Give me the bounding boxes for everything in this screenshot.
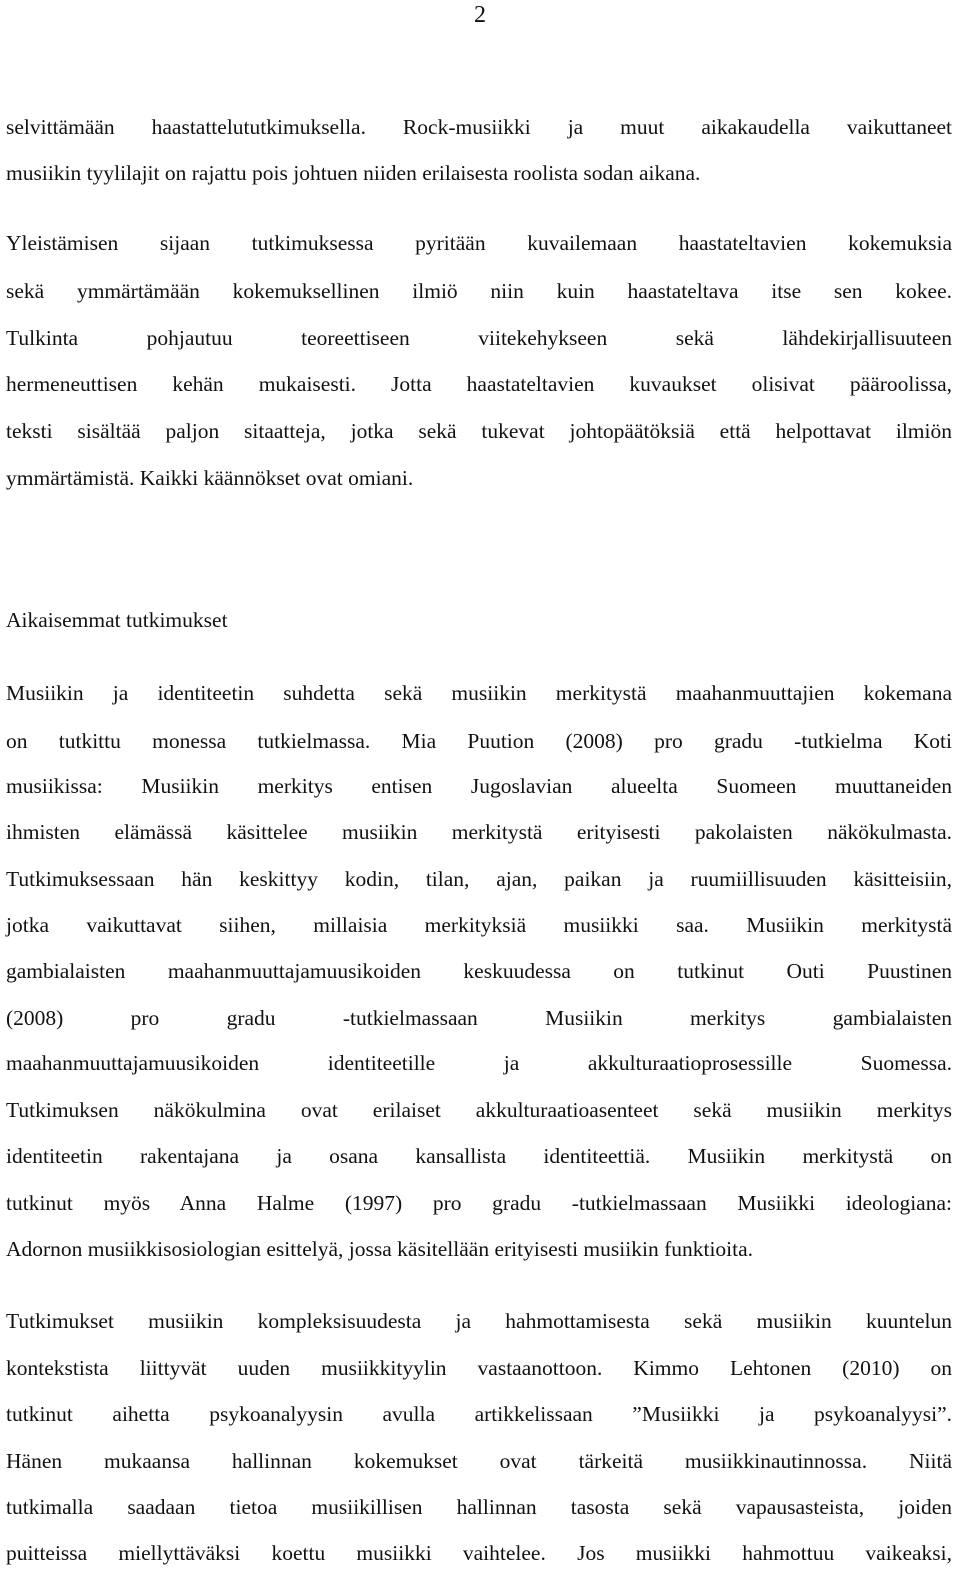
text-line: gambialaisten maahanmuuttajamuusikoiden keskuudessa on tutkinut Outi Puustinen bbox=[6, 959, 952, 983]
text-line: identiteetin rakentajana ja osana kansallista identiteettiä. Musiikin merkitystä on bbox=[6, 1144, 952, 1168]
text-line: musiikin tyylilajit on rajattu pois johtuen niiden erilaisesta roolista sodan aikana. bbox=[6, 161, 701, 185]
text-line: tutkinut aihetta psykoanalyysin avulla artikkelissaan ”Musiikki ja psykoanalyysi”. bbox=[6, 1402, 952, 1426]
text-line: Tutkimuksen näkökulmina ovat erilaiset akkulturaatioasenteet sekä musiikin merkitys bbox=[6, 1098, 952, 1122]
text-line: hermeneuttisen kehän mukaisesti. Jotta haastateltavien kuvaukset olisivat pääroolissa, bbox=[6, 372, 952, 396]
text-line: teksti sisältää paljon sitaatteja, jotka sekä tukevat johtopäätöksiä että helpottavat ilmiön bbox=[6, 419, 952, 443]
text-line: tutkinut myös Anna Halme (1997) pro gradu -tutkielmassaan Musiikki ideologiana: bbox=[6, 1191, 952, 1215]
text-line: tutkimalla saadaan tietoa musiikillisen hallinnan tasosta sekä vapausasteista, joiden bbox=[6, 1495, 952, 1519]
section-heading: Aikaisemmat tutkimukset bbox=[6, 608, 228, 632]
text-line: sekä ymmärtämään kokemuksellinen ilmiö niin kuin haastateltava itse sen kokee. bbox=[6, 279, 952, 303]
text-line: Tutkimukset musiikin kompleksisuudesta ja hahmottamisesta sekä musiikin kuuntelun bbox=[6, 1309, 952, 1333]
text-line: puitteissa miellyttäväksi koettu musiikki vaihtelee. Jos musiikki hahmottuu vaikeaksi, bbox=[6, 1541, 952, 1565]
text-line: Adornon musiikkisosiologian esittelyä, jossa käsitellään erityisesti musiikin funktioita. bbox=[6, 1237, 754, 1261]
text-line: Musiikin ja identiteetin suhdetta sekä musiikin merkitystä maahanmuuttajien kokemana bbox=[6, 681, 952, 705]
text-line: Tutkimuksessaan hän keskittyy kodin, tilan, ajan, paikan ja ruumiillisuuden käsitteisiin, bbox=[6, 867, 952, 891]
text-line: Tulkinta pohjautuu teoreettiseen viitekehykseen sekä lähdekirjallisuuteen bbox=[6, 326, 952, 350]
text-line: Yleistämisen sijaan tutkimuksessa pyritään kuvailemaan haastateltavien kokemuksia bbox=[6, 231, 952, 255]
text-line: on tutkittu monessa tutkielmassa. Mia Puution (2008) pro gradu -tutkielma Koti bbox=[6, 729, 952, 753]
text-line: kontekstista liittyvät uuden musiikkityylin vastaanottoon. Kimmo Lehtonen (2010) on bbox=[6, 1356, 952, 1380]
text-line: Hänen mukaansa hallinnan kokemukset ovat tärkeitä musiikkinautinnossa. Niitä bbox=[6, 1449, 952, 1473]
text-line: selvittämään haastattelututkimuksella. Rock-musiikki ja muut aikakaudella vaikuttaneet bbox=[6, 115, 952, 139]
text-line: maahanmuuttajamuusikoiden identiteetille ja akkulturaatioprosessille Suomessa. bbox=[6, 1051, 952, 1075]
text-line: (2008) pro gradu -tutkielmassaan Musiikin merkitys gambialaisten bbox=[6, 1006, 952, 1030]
text-line: ymmärtämistä. Kaikki käännökset ovat omiani. bbox=[6, 466, 414, 490]
text-line: ihmisten elämässä käsittelee musiikin merkitystä erityisesti pakolaisten näkökulmasta. bbox=[6, 820, 952, 844]
page-number: 2 bbox=[474, 2, 486, 28]
text-line: jotka vaikuttavat siihen, millaisia merkityksiä musiikki saa. Musiikin merkitystä bbox=[6, 913, 952, 937]
text-line: musiikissa: Musiikin merkitys entisen Jugoslavian alueelta Suomeen muuttaneiden bbox=[6, 774, 952, 798]
